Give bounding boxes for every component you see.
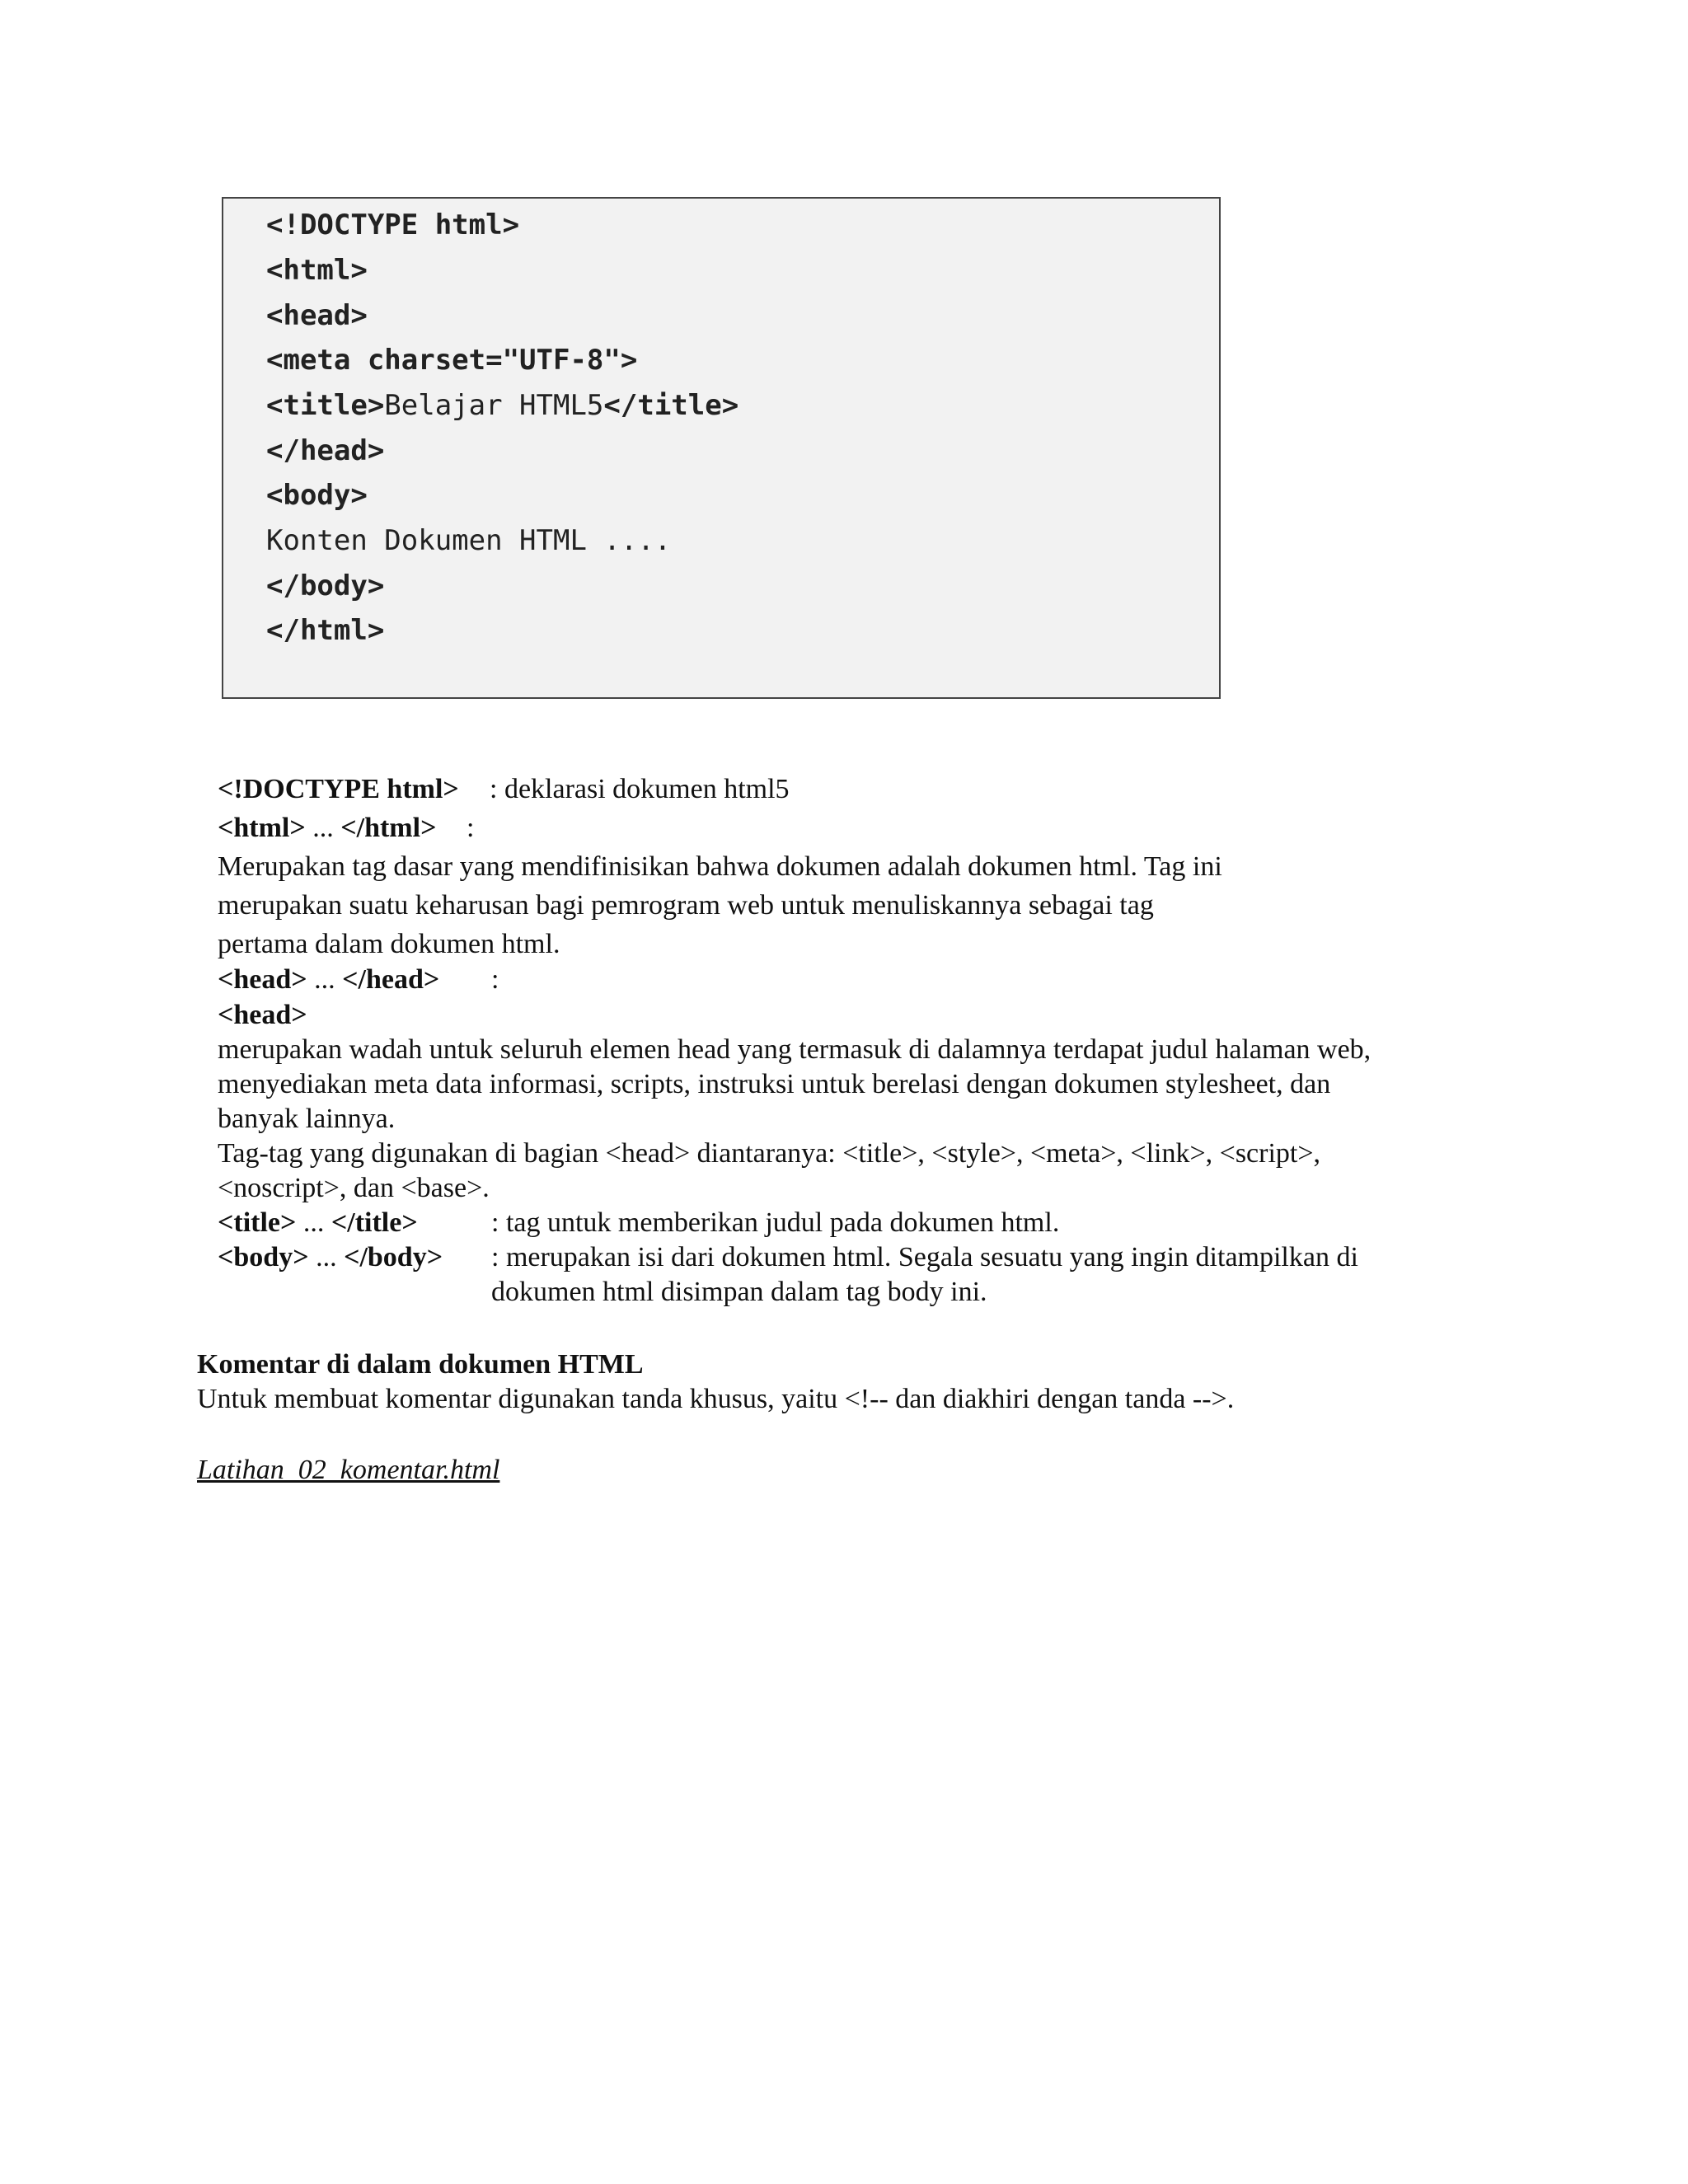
head-description-line: merupakan wadah untuk seluruh elemen head yang termasuk di dalamnya terdapat judul halaman web, [218, 1034, 1372, 1065]
html-description-line: pertama dalam dokumen html. [218, 929, 560, 959]
code-line: Konten Dokumen HTML .... [266, 524, 672, 557]
code-line: </body> [266, 569, 385, 602]
code-line: </html> [266, 614, 385, 647]
code-line: <!DOCTYPE html> [266, 209, 520, 241]
head-label: <head> [218, 1000, 307, 1030]
code-example-box [222, 197, 1221, 699]
code-line: <meta charset="UTF-8"> [266, 344, 638, 377]
html-description-line: Merupakan tag dasar yang mendifinisikan bahwa dokumen adalah dokumen html. Tag ini [218, 851, 1222, 882]
html-description-line: merupakan suatu keharusan bagi pemrogram web untuk menuliskannya sebagai tag [218, 890, 1154, 921]
body-term: <body> ... </body> [218, 1242, 443, 1272]
doctype-term: <!DOCTYPE html> [218, 774, 459, 804]
comment-section-text: Untuk membuat komentar digunakan tanda khusus, yaitu <!-- dan diakhiri dengan tanda -->. [197, 1384, 1235, 1414]
html-term: <html> ... </html> [218, 813, 437, 843]
head-term: <head> ... </head> [218, 964, 440, 995]
body-description-line: : merupakan isi dari dokumen html. Segala sesuatu yang ingin ditampilkan di [491, 1242, 1358, 1272]
comment-section-heading: Komentar di dalam dokumen HTML [197, 1349, 644, 1380]
title-term: <title> ... </title> [218, 1207, 418, 1238]
exercise-file-link[interactable]: Latihan_02_komentar.html [197, 1455, 500, 1485]
head-tags-line: <noscript>, dan <base>. [218, 1173, 490, 1203]
title-description: : tag untuk memberikan judul pada dokumen html. [491, 1207, 1060, 1238]
html-colon: : [467, 813, 475, 843]
code-line: <html> [266, 254, 368, 287]
code-line: </head> [266, 434, 385, 467]
head-description-line: menyediakan meta data informasi, scripts, instruksi untuk berelasi dengan dokumen stylesheet, dan [218, 1069, 1331, 1099]
code-line: <head> [266, 299, 368, 332]
code-line: <title>Belajar HTML5</title> [266, 389, 739, 422]
code-line: <body> [266, 479, 368, 512]
head-colon: : [491, 964, 499, 995]
body-description-line: dokumen html disimpan dalam tag body ini. [491, 1277, 987, 1307]
head-description-line: banyak lainnya. [218, 1104, 396, 1134]
doctype-description: : deklarasi dokumen html5 [490, 774, 790, 804]
head-tags-line: Tag-tag yang digunakan di bagian <head> diantaranya: <title>, <style>, <meta>, <link>, <script>, [218, 1138, 1321, 1169]
